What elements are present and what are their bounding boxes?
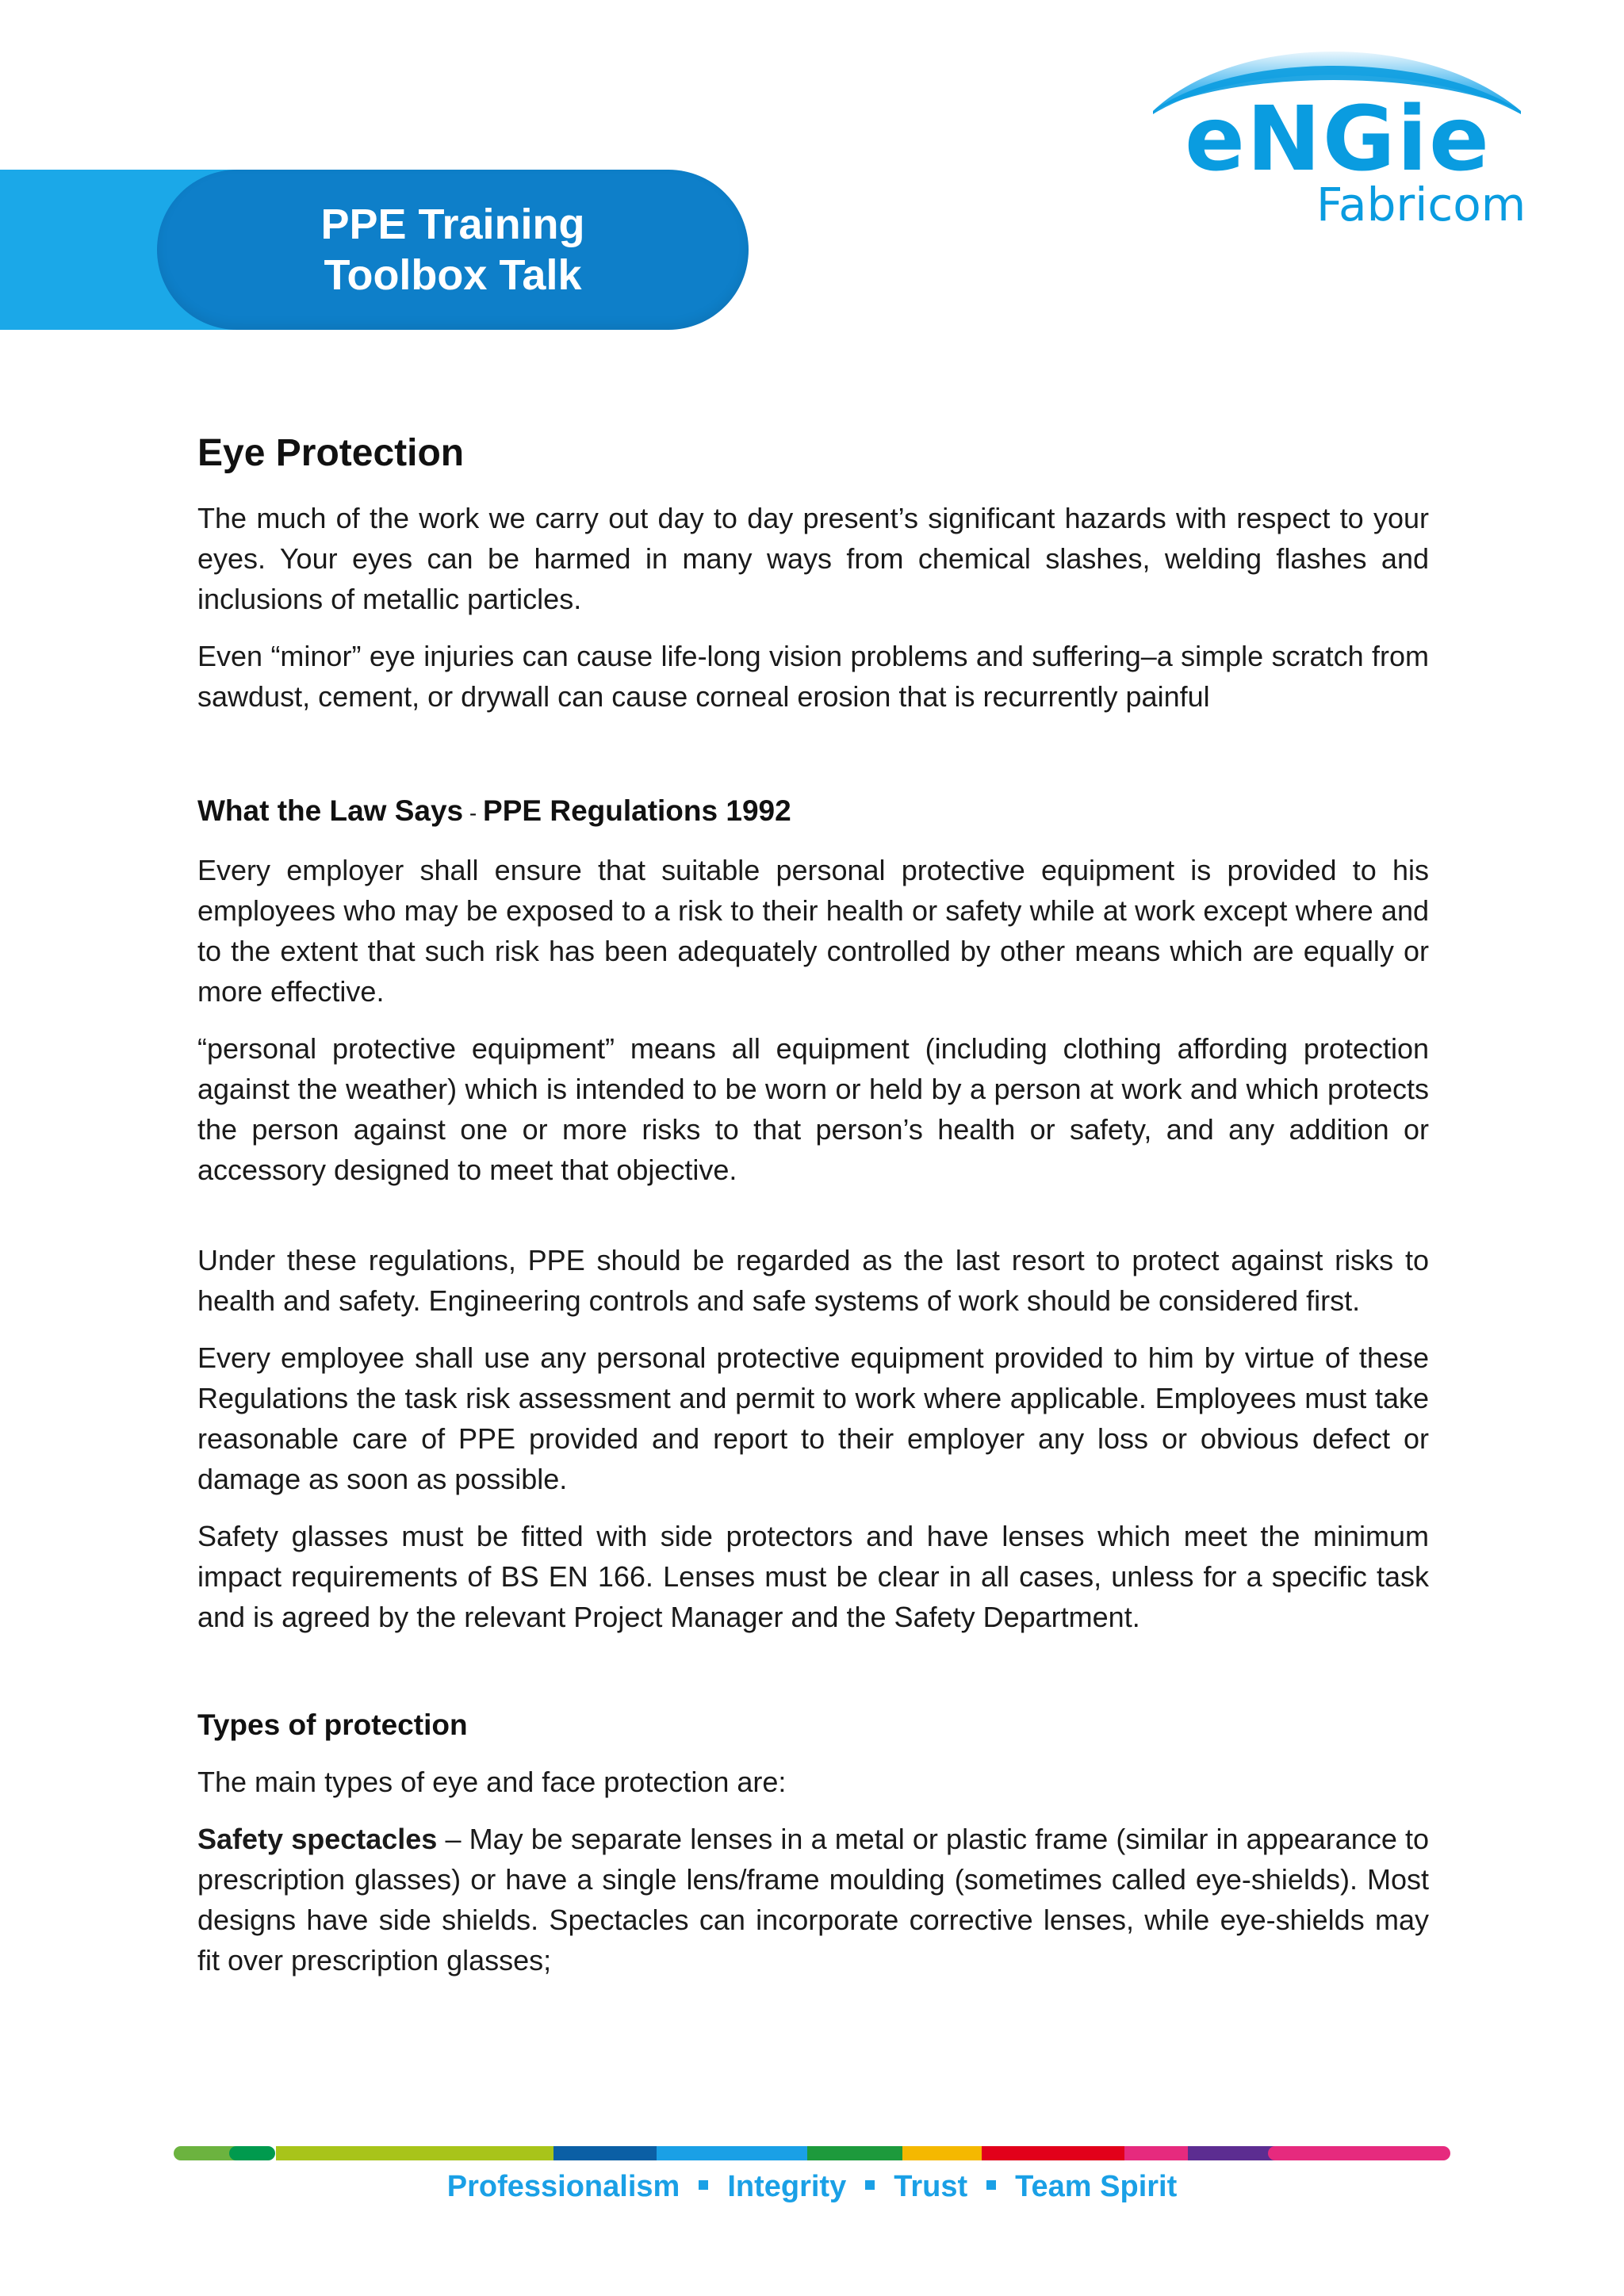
logo-subtitle: Fabricom <box>1316 178 1526 232</box>
law-heading-regulation: PPE Regulations 1992 <box>483 794 791 827</box>
footer-color-bar <box>173 2145 1451 2161</box>
engie-fabricom-logo <box>1142 35 1526 233</box>
header-title-line2: Toolbox Talk <box>324 251 582 299</box>
footer-company-values <box>0 2164 1624 2209</box>
value-team-spirit: Team Spirit <box>1015 2170 1178 2203</box>
definition-safety-spectacles: – May be separate lenses in a metal or plastic frame (similar in appearance to prescription glasses) or have a single lens/frame moulding (sometimes called eye-shields). Most designs have side shields. Spectacles can incorporate corrective lenses, while eye-shields may fit over prescription glasses; <box>197 1823 1429 1976</box>
law-heading-separator: - <box>463 801 484 825</box>
section-heading-law <box>197 792 1429 832</box>
value-integrity: Integrity <box>727 2170 847 2203</box>
separator-square-icon <box>986 2180 996 2190</box>
header-title-line1: PPE Training <box>320 201 585 248</box>
paragraph: Safety glasses must be fitted with side protectors and have lenses which meet the minimum impact requirements of BS EN 166. Lenses must be clear in all cases, unless for a specific task and is agreed by the relevant Project Manager and the Safety Department. <box>197 1520 1429 1633</box>
section-heading-eye-protection: Eye Protection <box>197 432 465 474</box>
paragraph: The main types of eye and face protection are: <box>197 1766 787 1798</box>
section-heading-types: Types of protection <box>197 1709 468 1741</box>
value-professionalism: Professionalism <box>446 2170 680 2203</box>
paragraph-safety-spectacles <box>197 1819 1429 1980</box>
paragraph: Even “minor” eye injuries can cause life-long vision problems and suffering–a simple scratch from sawdust, cement, or drywall can cause corneal erosion that is recurrently painful <box>197 640 1429 713</box>
separator-square-icon <box>699 2180 708 2190</box>
paragraph: Under these regulations, PPE should be regarded as the last resort to protect against risks to health and safety. Engineering controls and safe systems of work should be considered first. <box>197 1244 1429 1317</box>
term-safety-spectacles: Safety spectacles <box>197 1823 438 1855</box>
document-body <box>197 428 1429 1997</box>
logo-brand-wordmark: eNGie <box>1185 88 1491 191</box>
paragraph: Every employer shall ensure that suitable personal protective equipment is provided to his employees who may be exposed to a risk to their health or safety while at work except where and to the extent that such risk has been adequately controlled by other means which are equally or more effective. <box>197 854 1429 1008</box>
value-trust: Trust <box>894 2170 968 2203</box>
paragraph: The much of the work we carry out day to day present’s significant hazards with respect to your eyes. Your eyes can be harmed in many ways from chemical slashes, welding flashes and inclusions of metallic particles. <box>197 502 1429 615</box>
paragraph: “personal protective equipment” means all equipment (including clothing affording protection against the weather) which is intended to be worn or held by a person at work and which protects the person against one or more risks to that person’s health or safety, and any addition or accessory designed to meet that objective. <box>197 1032 1429 1186</box>
law-heading-main: What the Law Says <box>197 794 464 827</box>
separator-square-icon <box>865 2180 875 2190</box>
header-title <box>157 170 749 330</box>
paragraph: Every employee shall use any personal protective equipment provided to him by virtue of these Regulations the task risk assessment and permit to work where applicable. Employees must take reasonable care of PPE provided and report to their employer any loss or obvious defect or damage as soon as possible. <box>197 1341 1429 1495</box>
